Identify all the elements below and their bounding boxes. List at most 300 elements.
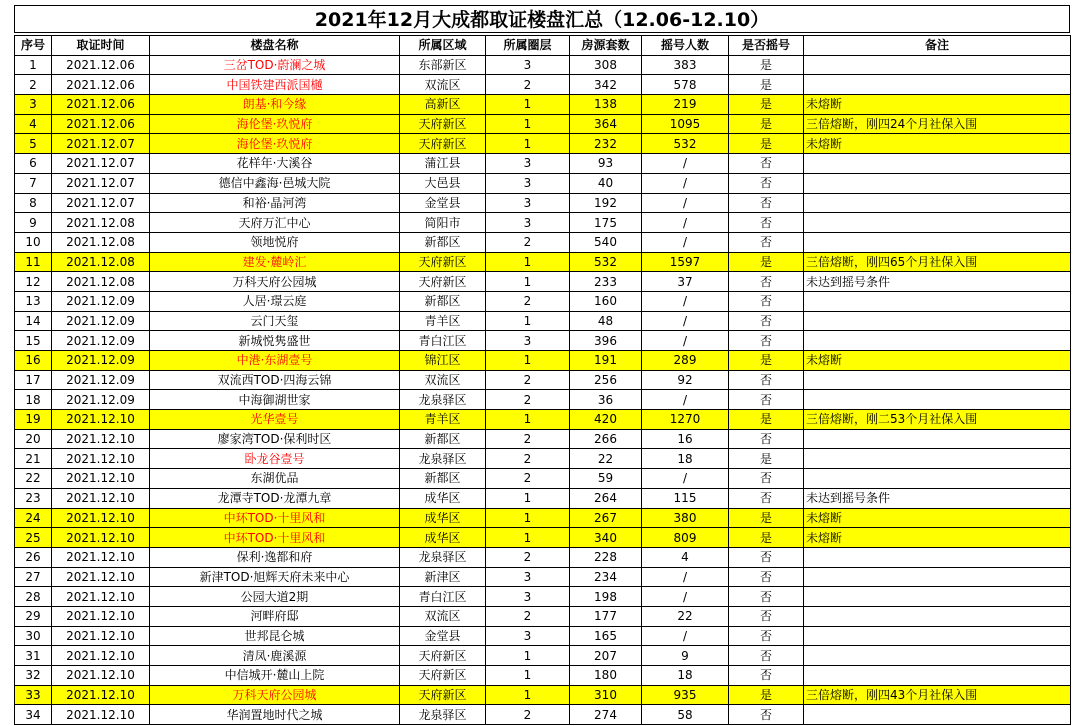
cell-lottery: 是	[729, 449, 804, 469]
cell-ring: 3	[486, 567, 570, 587]
cell-ring: 2	[486, 705, 570, 725]
cell-district: 天府新区	[400, 134, 486, 154]
cell-date: 2021.12.07	[52, 154, 150, 174]
header-cell: 所属区域	[400, 36, 486, 56]
cell-lottery: 否	[729, 272, 804, 292]
cell-ring: 3	[486, 154, 570, 174]
cell-project-name: 中环TOD·十里风和	[150, 528, 400, 548]
cell-ring: 1	[486, 351, 570, 371]
cell-lottery: 否	[729, 646, 804, 666]
cell-units: 192	[570, 193, 642, 213]
cell-lottery: 是	[729, 508, 804, 528]
cell-project-name: 万科天府公园城	[150, 685, 400, 705]
cell-no: 16	[15, 351, 52, 371]
table-row	[15, 114, 1071, 134]
cell-no: 28	[15, 587, 52, 607]
table-row	[15, 252, 1071, 272]
cell-project-name: 朗基·和今缘	[150, 95, 400, 115]
cell-units: 36	[570, 390, 642, 410]
cell-applicants: /	[642, 331, 729, 351]
cell-lottery: 是	[729, 252, 804, 272]
cell-date: 2021.12.06	[52, 55, 150, 75]
cell-applicants: 809	[642, 528, 729, 548]
cell-units: 308	[570, 55, 642, 75]
table-row	[15, 390, 1071, 410]
cell-no: 20	[15, 429, 52, 449]
cell-date: 2021.12.09	[52, 390, 150, 410]
cell-no: 15	[15, 331, 52, 351]
cell-date: 2021.12.10	[52, 410, 150, 430]
cell-date: 2021.12.07	[52, 193, 150, 213]
cell-district: 青白江区	[400, 587, 486, 607]
cell-project-name: 公园大道2期	[150, 587, 400, 607]
cell-no: 17	[15, 370, 52, 390]
cell-lottery: 是	[729, 114, 804, 134]
cell-ring: 3	[486, 587, 570, 607]
cell-remark	[804, 646, 1071, 666]
cell-date: 2021.12.09	[52, 311, 150, 331]
cell-remark	[804, 291, 1071, 311]
cell-project-name: 建发·麓岭汇	[150, 252, 400, 272]
cell-remark	[804, 331, 1071, 351]
table-row	[15, 55, 1071, 75]
cell-lottery: 否	[729, 705, 804, 725]
cell-lottery: 否	[729, 291, 804, 311]
cell-ring: 2	[486, 370, 570, 390]
cell-remark: 未达到摇号条件	[804, 272, 1071, 292]
cell-applicants: 383	[642, 55, 729, 75]
cell-district: 新都区	[400, 469, 486, 489]
cell-units: 232	[570, 134, 642, 154]
cell-no: 25	[15, 528, 52, 548]
cell-remark	[804, 55, 1071, 75]
cell-date: 2021.12.10	[52, 547, 150, 567]
cell-district: 新都区	[400, 232, 486, 252]
cell-no: 31	[15, 646, 52, 666]
cell-district: 简阳市	[400, 213, 486, 233]
cell-units: 22	[570, 449, 642, 469]
cell-units: 267	[570, 508, 642, 528]
cell-date: 2021.12.10	[52, 606, 150, 626]
cell-project-name: 河畔府邸	[150, 606, 400, 626]
cell-project-name: 世邦昆仑城	[150, 626, 400, 646]
cell-date: 2021.12.08	[52, 232, 150, 252]
cell-remark	[804, 547, 1071, 567]
cell-applicants: 1095	[642, 114, 729, 134]
cell-units: 59	[570, 469, 642, 489]
cell-project-name: 万科天府公园城	[150, 272, 400, 292]
cell-applicants: /	[642, 193, 729, 213]
cell-lottery: 否	[729, 488, 804, 508]
cell-ring: 1	[486, 134, 570, 154]
cell-date: 2021.12.10	[52, 488, 150, 508]
cell-applicants: 4	[642, 547, 729, 567]
table-row	[15, 449, 1071, 469]
cell-ring: 3	[486, 193, 570, 213]
cell-no: 8	[15, 193, 52, 213]
cell-units: 364	[570, 114, 642, 134]
cell-applicants: 1270	[642, 410, 729, 430]
cell-district: 龙泉驿区	[400, 705, 486, 725]
cell-applicants: 92	[642, 370, 729, 390]
cell-lottery: 否	[729, 606, 804, 626]
cell-units: 264	[570, 488, 642, 508]
cell-date: 2021.12.10	[52, 508, 150, 528]
cell-no: 32	[15, 666, 52, 686]
table-row	[15, 606, 1071, 626]
cell-no: 14	[15, 311, 52, 331]
cell-date: 2021.12.10	[52, 705, 150, 725]
table-body	[15, 55, 1071, 724]
cell-date: 2021.12.08	[52, 272, 150, 292]
cell-project-name: 人居·璟云庭	[150, 291, 400, 311]
cell-applicants: 37	[642, 272, 729, 292]
cell-date: 2021.12.10	[52, 429, 150, 449]
header-cell: 是否摇号	[729, 36, 804, 56]
table-row	[15, 488, 1071, 508]
cell-units: 198	[570, 587, 642, 607]
cell-units: 266	[570, 429, 642, 449]
table-row	[15, 173, 1071, 193]
cell-lottery: 否	[729, 213, 804, 233]
table-row	[15, 154, 1071, 174]
cell-no: 1	[15, 55, 52, 75]
sheet-title: 2021年12月大成都取证楼盘汇总（12.06-12.10）	[14, 5, 1070, 33]
cell-ring: 1	[486, 252, 570, 272]
cell-date: 2021.12.07	[52, 134, 150, 154]
table-row	[15, 705, 1071, 725]
cell-applicants: 18	[642, 666, 729, 686]
cell-applicants: /	[642, 390, 729, 410]
cell-district: 青羊区	[400, 410, 486, 430]
table-row	[15, 567, 1071, 587]
cell-district: 双流区	[400, 606, 486, 626]
cell-applicants: 22	[642, 606, 729, 626]
table-row	[15, 291, 1071, 311]
cell-lottery: 否	[729, 193, 804, 213]
cell-project-name: 龙潭寺TOD·龙潭九章	[150, 488, 400, 508]
table-row	[15, 193, 1071, 213]
cell-no: 11	[15, 252, 52, 272]
cell-remark	[804, 429, 1071, 449]
cell-lottery: 是	[729, 528, 804, 548]
cell-district: 成华区	[400, 508, 486, 528]
cell-remark: 未熔断	[804, 95, 1071, 115]
cell-project-name: 领地悦府	[150, 232, 400, 252]
cell-date: 2021.12.10	[52, 528, 150, 548]
cell-lottery: 否	[729, 154, 804, 174]
cell-project-name: 花样年·大溪谷	[150, 154, 400, 174]
cell-project-name: 光华壹号	[150, 410, 400, 430]
cell-units: 228	[570, 547, 642, 567]
table-row	[15, 75, 1071, 95]
cell-no: 18	[15, 390, 52, 410]
cell-remark	[804, 705, 1071, 725]
cell-ring: 1	[486, 410, 570, 430]
cell-applicants: 115	[642, 488, 729, 508]
cell-remark	[804, 587, 1071, 607]
cell-no: 26	[15, 547, 52, 567]
cell-no: 5	[15, 134, 52, 154]
cell-units: 207	[570, 646, 642, 666]
cell-remark	[804, 469, 1071, 489]
cell-lottery: 否	[729, 232, 804, 252]
cell-remark	[804, 449, 1071, 469]
cell-district: 东部新区	[400, 55, 486, 75]
cell-no: 30	[15, 626, 52, 646]
cell-remark	[804, 173, 1071, 193]
cell-project-name: 三岔TOD·蔚澜之城	[150, 55, 400, 75]
cell-applicants: 935	[642, 685, 729, 705]
cell-district: 蒲江县	[400, 154, 486, 174]
cell-ring: 3	[486, 213, 570, 233]
cell-project-name: 中国铁建西派国樾	[150, 75, 400, 95]
cell-ring: 1	[486, 646, 570, 666]
cell-project-name: 新津TOD·旭辉天府未来中心	[150, 567, 400, 587]
cell-district: 青羊区	[400, 311, 486, 331]
cell-date: 2021.12.10	[52, 685, 150, 705]
table-row	[15, 134, 1071, 154]
cell-district: 金堂县	[400, 193, 486, 213]
cell-no: 22	[15, 469, 52, 489]
cell-lottery: 否	[729, 567, 804, 587]
cell-lottery: 否	[729, 311, 804, 331]
cell-remark	[804, 626, 1071, 646]
cell-no: 24	[15, 508, 52, 528]
cell-applicants: 532	[642, 134, 729, 154]
cell-applicants: 380	[642, 508, 729, 528]
cell-district: 金堂县	[400, 626, 486, 646]
cell-units: 191	[570, 351, 642, 371]
header-cell: 摇号人数	[642, 36, 729, 56]
cell-date: 2021.12.10	[52, 587, 150, 607]
cell-no: 6	[15, 154, 52, 174]
cell-units: 93	[570, 154, 642, 174]
cell-date: 2021.12.10	[52, 666, 150, 686]
cell-remark	[804, 666, 1071, 686]
cell-lottery: 否	[729, 587, 804, 607]
cell-no: 19	[15, 410, 52, 430]
cell-district: 新都区	[400, 429, 486, 449]
table-row	[15, 587, 1071, 607]
cell-ring: 1	[486, 272, 570, 292]
cell-date: 2021.12.06	[52, 95, 150, 115]
cell-applicants: 219	[642, 95, 729, 115]
table-row	[15, 351, 1071, 371]
header-row	[15, 36, 1071, 56]
cell-date: 2021.12.09	[52, 370, 150, 390]
cell-lottery: 是	[729, 55, 804, 75]
header-cell: 楼盘名称	[150, 36, 400, 56]
cell-ring: 1	[486, 488, 570, 508]
cell-date: 2021.12.07	[52, 173, 150, 193]
table-row	[15, 626, 1071, 646]
cell-remark: 未熔断	[804, 528, 1071, 548]
cell-units: 256	[570, 370, 642, 390]
cell-remark	[804, 193, 1071, 213]
cell-ring: 1	[486, 114, 570, 134]
cell-ring: 1	[486, 666, 570, 686]
cell-applicants: /	[642, 567, 729, 587]
cell-no: 33	[15, 685, 52, 705]
cell-ring: 1	[486, 311, 570, 331]
cell-lottery: 是	[729, 685, 804, 705]
cell-district: 天府新区	[400, 646, 486, 666]
cell-lottery: 否	[729, 390, 804, 410]
cell-units: 540	[570, 232, 642, 252]
cell-date: 2021.12.09	[52, 351, 150, 371]
cell-units: 180	[570, 666, 642, 686]
cell-remark	[804, 567, 1071, 587]
cell-units: 532	[570, 252, 642, 272]
table-row	[15, 410, 1071, 430]
cell-units: 342	[570, 75, 642, 95]
cell-applicants: /	[642, 232, 729, 252]
cell-no: 2	[15, 75, 52, 95]
cell-project-name: 中环TOD·十里风和	[150, 508, 400, 528]
cell-district: 成华区	[400, 528, 486, 548]
cell-project-name: 海伦堡·玖悦府	[150, 114, 400, 134]
cell-lottery: 是	[729, 134, 804, 154]
cell-applicants: /	[642, 291, 729, 311]
cell-units: 175	[570, 213, 642, 233]
cell-district: 双流区	[400, 75, 486, 95]
cell-lottery: 否	[729, 331, 804, 351]
cell-applicants: 58	[642, 705, 729, 725]
cell-lottery: 否	[729, 666, 804, 686]
table-row	[15, 272, 1071, 292]
cell-no: 3	[15, 95, 52, 115]
header-cell: 序号	[15, 36, 52, 56]
cell-ring: 3	[486, 55, 570, 75]
table-row	[15, 95, 1071, 115]
cell-ring: 2	[486, 232, 570, 252]
table-row	[15, 646, 1071, 666]
cell-district: 大邑县	[400, 173, 486, 193]
cell-district: 龙泉驿区	[400, 449, 486, 469]
cell-ring: 2	[486, 449, 570, 469]
cell-district: 天府新区	[400, 685, 486, 705]
cell-date: 2021.12.08	[52, 252, 150, 272]
cell-remark	[804, 75, 1071, 95]
cell-project-name: 新城悦隽盛世	[150, 331, 400, 351]
cell-applicants: /	[642, 587, 729, 607]
cell-no: 29	[15, 606, 52, 626]
cell-remark: 未熔断	[804, 351, 1071, 371]
table-row	[15, 213, 1071, 233]
cell-units: 233	[570, 272, 642, 292]
cell-remark	[804, 213, 1071, 233]
cell-district: 龙泉驿区	[400, 547, 486, 567]
cell-applicants: /	[642, 154, 729, 174]
cell-date: 2021.12.06	[52, 75, 150, 95]
table-row	[15, 528, 1071, 548]
cell-remark	[804, 390, 1071, 410]
cell-applicants: 16	[642, 429, 729, 449]
cell-units: 396	[570, 331, 642, 351]
cell-project-name: 德信中鑫海·邑城大院	[150, 173, 400, 193]
table-row	[15, 508, 1071, 528]
table-row	[15, 370, 1071, 390]
table-row	[15, 666, 1071, 686]
table-row	[15, 429, 1071, 449]
cell-remark	[804, 606, 1071, 626]
cell-units: 234	[570, 567, 642, 587]
cell-ring: 2	[486, 469, 570, 489]
cell-units: 340	[570, 528, 642, 548]
cell-units: 40	[570, 173, 642, 193]
cell-date: 2021.12.10	[52, 567, 150, 587]
cell-lottery: 否	[729, 429, 804, 449]
header-cell: 取证时间	[52, 36, 150, 56]
cell-lottery: 否	[729, 370, 804, 390]
cell-units: 160	[570, 291, 642, 311]
cell-applicants: /	[642, 311, 729, 331]
cell-project-name: 和裕·晶河湾	[150, 193, 400, 213]
cell-ring: 2	[486, 291, 570, 311]
cell-units: 310	[570, 685, 642, 705]
cell-lottery: 是	[729, 75, 804, 95]
cell-remark: 三倍熔断，刚四65个月社保入围	[804, 252, 1071, 272]
cell-remark	[804, 154, 1071, 174]
cell-units: 420	[570, 410, 642, 430]
cell-units: 48	[570, 311, 642, 331]
header-cell: 房源套数	[570, 36, 642, 56]
cell-no: 7	[15, 173, 52, 193]
listing-table	[14, 35, 1071, 725]
cell-district: 成华区	[400, 488, 486, 508]
cell-district: 新津区	[400, 567, 486, 587]
cell-ring: 2	[486, 547, 570, 567]
cell-units: 138	[570, 95, 642, 115]
cell-applicants: /	[642, 173, 729, 193]
cell-no: 13	[15, 291, 52, 311]
cell-project-name: 中港·东湖壹号	[150, 351, 400, 371]
cell-ring: 2	[486, 606, 570, 626]
cell-remark: 未达到摇号条件	[804, 488, 1071, 508]
cell-district: 青白江区	[400, 331, 486, 351]
cell-date: 2021.12.09	[52, 331, 150, 351]
cell-no: 34	[15, 705, 52, 725]
table-row	[15, 547, 1071, 567]
cell-lottery: 否	[729, 469, 804, 489]
table-row	[15, 685, 1071, 705]
table-row	[15, 232, 1071, 252]
cell-project-name: 保利·逸都和府	[150, 547, 400, 567]
cell-remark: 三倍熔断，刚四43个月社保入围	[804, 685, 1071, 705]
cell-ring: 2	[486, 429, 570, 449]
cell-applicants: 1597	[642, 252, 729, 272]
cell-project-name: 云门天玺	[150, 311, 400, 331]
cell-no: 27	[15, 567, 52, 587]
cell-remark: 未熔断	[804, 508, 1071, 528]
cell-district: 天府新区	[400, 114, 486, 134]
cell-ring: 3	[486, 626, 570, 646]
cell-project-name: 天府万汇中心	[150, 213, 400, 233]
cell-no: 10	[15, 232, 52, 252]
cell-applicants: /	[642, 469, 729, 489]
cell-project-name: 中信城开·麓山上院	[150, 666, 400, 686]
cell-no: 12	[15, 272, 52, 292]
cell-ring: 1	[486, 508, 570, 528]
cell-no: 9	[15, 213, 52, 233]
cell-lottery: 是	[729, 95, 804, 115]
cell-lottery: 是	[729, 410, 804, 430]
cell-date: 2021.12.06	[52, 114, 150, 134]
cell-date: 2021.12.10	[52, 626, 150, 646]
cell-lottery: 是	[729, 351, 804, 371]
cell-applicants: 578	[642, 75, 729, 95]
